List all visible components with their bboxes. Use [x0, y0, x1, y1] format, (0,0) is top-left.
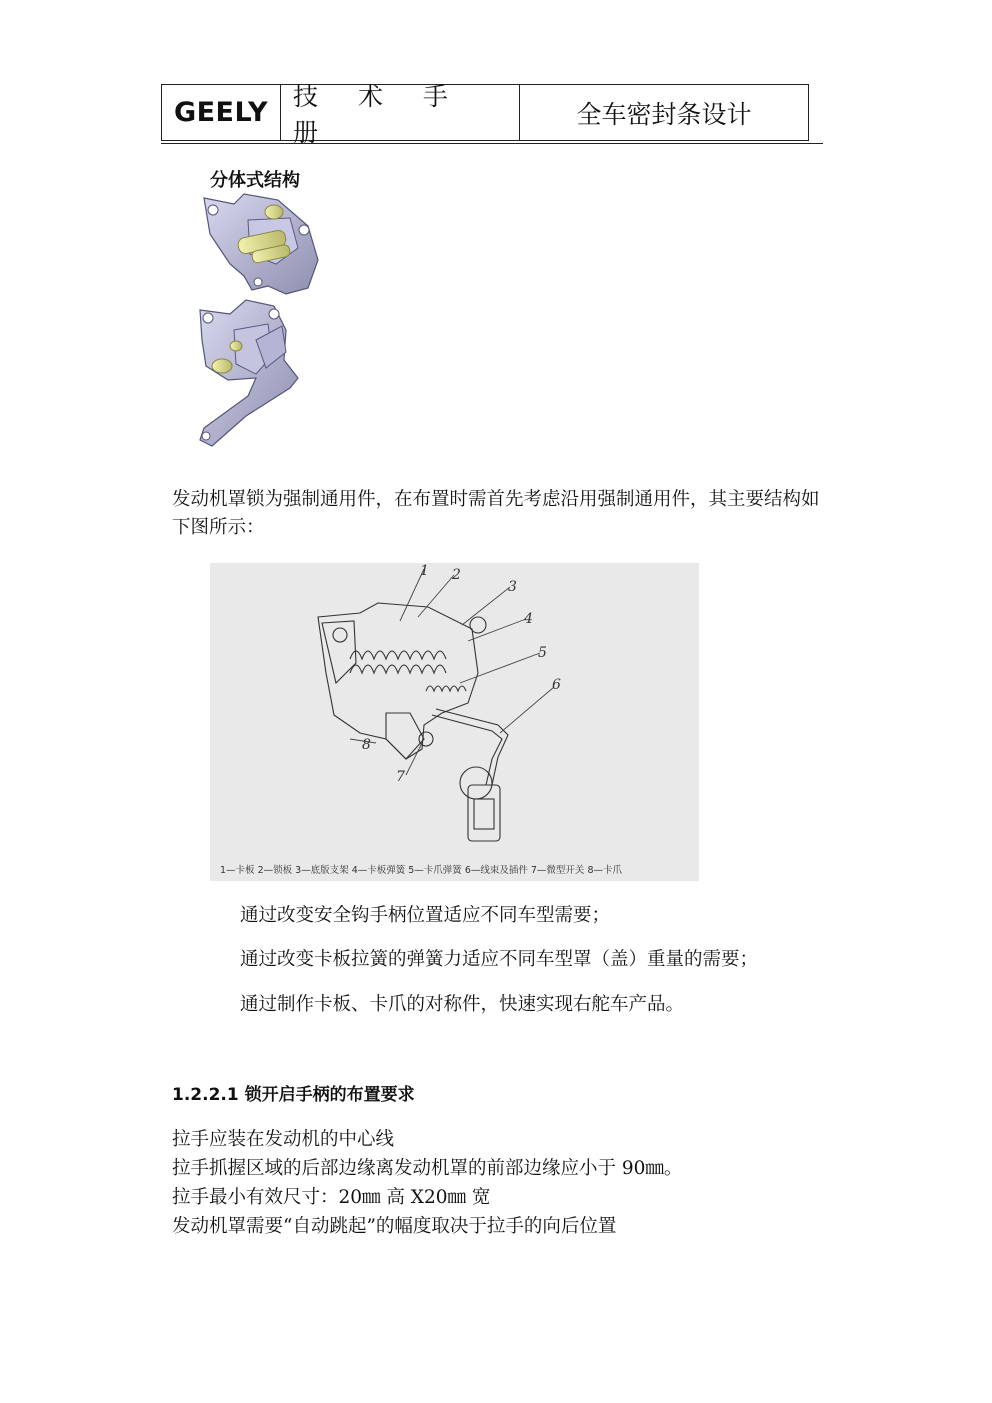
requirement-line-3: 拉手最小有效尺寸：20㎜ 高 X20㎜ 宽: [172, 1187, 491, 1208]
callout-5: 5: [538, 645, 547, 661]
intro-paragraph: 发动机罩锁为强制通用件，在布置时需首先考虑沿用强制通用件，其主要结构如下图所示：: [172, 489, 820, 538]
callout-6: 6: [552, 677, 561, 693]
header-table: [161, 81, 809, 147]
brand-label: GEELY: [162, 85, 281, 140]
upper-latch-part: [204, 194, 318, 294]
requirement-line-4: 发动机罩需要“自动跳起”的幅度取决于拉手的向后位置: [172, 1216, 617, 1237]
diagram-legend: 1—卡板 2—锁板 3—底版支架 4—卡板弹簧 5—卡爪弹簧 6—线束及插件 7—微型开关 8—卡爪: [220, 865, 622, 876]
callout-8: 8: [362, 737, 371, 753]
requirement-line-1: 拉手应装在发动机的中心线: [172, 1129, 395, 1150]
callout-7: 7: [396, 769, 405, 785]
callout-1: 1: [420, 563, 429, 579]
latch-line-drawing: [210, 563, 699, 863]
statement-1: 通过改变安全钩手柄位置适应不同车型需要；: [240, 905, 611, 926]
callout-leaders: [350, 569, 554, 775]
header-rule: [161, 143, 823, 144]
section-heading: 1.2.2.1 锁开启手柄的布置要求: [172, 1085, 415, 1105]
topic-label: 全车密封条设计: [576, 99, 752, 129]
lower-latch-part: [200, 300, 298, 446]
callout-4: 4: [524, 611, 533, 627]
requirement-line-2: 拉手抓握区域的后部边缘离发动机罩的前部边缘应小于 90㎜。: [172, 1158, 683, 1179]
callout-3: 3: [508, 579, 517, 595]
latch-structure-diagram: [210, 563, 699, 881]
figure1-caption: 分体式结构: [210, 170, 300, 191]
manual-label: 技 术 手 册: [281, 85, 520, 140]
callout-2: 2: [452, 567, 461, 583]
statement-2: 通过改变卡板拉簧的弹簧力适应不同车型罩（盖）重量的需要；: [240, 949, 759, 970]
statement-3: 通过制作卡板、卡爪的对称件，快速实现右舵车产品。: [240, 994, 685, 1015]
split-structure-render: [186, 190, 356, 460]
